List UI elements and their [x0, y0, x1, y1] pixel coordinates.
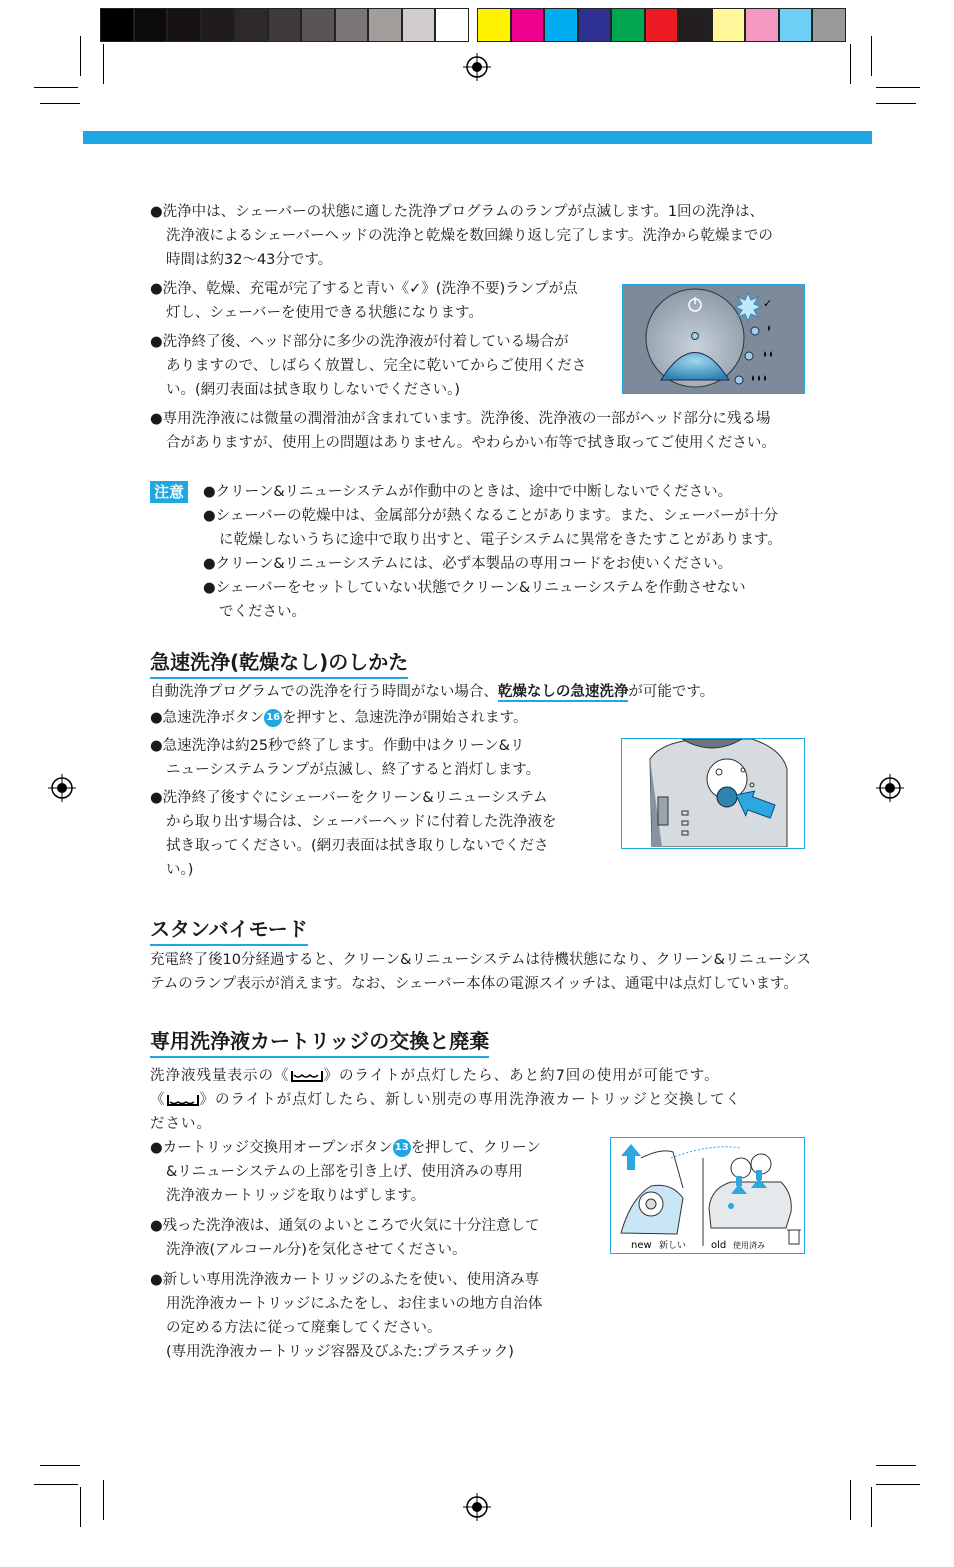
registration-mark-icon — [48, 774, 76, 802]
crop-mark — [850, 44, 851, 84]
crop-mark — [876, 1484, 920, 1485]
color-swatch — [134, 8, 167, 42]
color-swatch — [402, 8, 435, 42]
color-swatch — [779, 8, 812, 42]
cartridge-bullet-3: ●新しい専用洗浄液カートリッジのふたを使い、使用済み専 用洗浄液カートリッジにふたをし、お住まいの地方自治体 の定める方法に従って廃棄してください。 (専用洗浄液カートリッジ容器及びふた:プラスチック) — [150, 1272, 543, 1360]
button-number-badge: 16 — [264, 709, 282, 727]
crop-mark — [871, 36, 872, 76]
svg-text:old: old — [711, 1240, 727, 1251]
crop-mark — [103, 1480, 104, 1520]
crop-mark — [34, 1484, 78, 1485]
cartridge-lead: 洗浄液残量表示の《 》のライトが点灯したら、あと約7回の使用が可能です。 《 》のライトが点灯したら、新しい別売の専用洗浄液カートリッジと交換してく ださい。 — [150, 1068, 741, 1132]
registration-mark-icon — [463, 53, 491, 81]
svg-text:新しい: 新しい — [659, 1241, 687, 1251]
color-swatch — [812, 8, 846, 42]
quick-bullet-3: ●洗浄終了後すぐにシェーバーをクリーン&リニューシステム から取り出す場合は、シェーバーヘッドに付着した洗浄液を 拭き取ってください。(網刃表面は拭き取りしないでくださ い。) — [150, 790, 557, 878]
crop-mark — [103, 44, 104, 84]
quick-bullet-2: ●急速洗浄は約25秒で終了します。作動中はクリーン&リ ニューシステムランプが点滅し、終了すると消灯します。 — [150, 738, 541, 778]
color-swatch — [301, 8, 335, 42]
registration-mark-icon — [876, 774, 904, 802]
button-number-badge: 13 — [393, 1139, 411, 1157]
caution-label: 注意 — [150, 481, 188, 503]
section-heading-quick-wash: 急速洗浄(乾燥なし)のしかた — [150, 648, 408, 679]
cartridge-bullet-1: ●カートリッジ交換用オープンボタン 13 を押して、クリーン &リニューシステムの上部を引き上げ、使用済みの専用 洗浄液カートリッジを取りはずします。 — [150, 1140, 541, 1204]
color-swatch — [578, 8, 611, 42]
sparkle-lamp-icon — [735, 293, 761, 321]
color-swatch — [234, 8, 268, 42]
color-swatch — [469, 8, 477, 42]
crop-mark — [876, 87, 920, 88]
color-swatch — [745, 8, 779, 42]
cartridge-icon — [290, 1069, 324, 1083]
crop-mark — [871, 1487, 872, 1527]
intro-bullet-2: ●洗浄、乾燥、充電が完了すると青い《✓》(洗浄不要)ランプが点 灯し、シェーバーを使用できる状態になります。 — [150, 281, 578, 321]
cartridge-figure — [610, 1137, 805, 1254]
svg-text:使用済み: 使用済み — [733, 1241, 765, 1250]
color-swatch — [611, 8, 645, 42]
color-calibration-bar — [100, 8, 854, 42]
color-swatch — [268, 8, 301, 42]
color-swatch — [645, 8, 678, 42]
color-swatch — [477, 8, 511, 42]
quick-lead: 自動洗浄プログラムでの洗浄を行う時間がない場合、乾燥なしの急速洗浄が可能です。 — [150, 684, 715, 700]
crop-mark — [850, 1480, 851, 1520]
color-swatch — [544, 8, 578, 42]
color-swatch — [435, 8, 469, 42]
crop-mark — [80, 36, 81, 76]
standby-text: 充電終了後10分経過すると、クリーン&リニューシステムは待機状態になり、クリーン&リニューシス テムのランプ表示が消えます。なお、シェーバー本体の電源スイッチは、通電中は点灯しています。 — [150, 952, 811, 992]
cartridge-icon — [166, 1093, 200, 1107]
crop-mark — [40, 1465, 80, 1466]
lamp-panel-figure — [622, 284, 805, 394]
caution-list: ●クリーン&リニューシステムが作動中のときは、途中で中断しないでください。 ●シェーバーの乾燥中は、金属部分が熱くなることがあります。また、シェーバーが十分 に乾燥しないうちに途中で取り出すと、電子システムに異常をきたすことがあります。 ●クリーン&リニューシステムには、必ず本製品の専用コードをお使いください。 ●シェーバーをセットしていない状態でクリーン&リニューシステムを作動させない でください。 — [203, 484, 782, 620]
droplet-icon — [752, 375, 766, 381]
cartridge-bullet-2: ●残った洗浄液は、通気のよいところで火気に十分注意して 洗浄液(アルコール分)を気化させてください。 — [150, 1218, 540, 1258]
trash-bin-icon — [787, 1230, 801, 1244]
color-swatch — [167, 8, 201, 42]
intro-bullet-3: ●洗浄終了後、ヘッド部分に多少の洗浄液が付着している場合が ありますので、しばらく放置し、完全に乾いてからご使用くださ い。(網刃表面は拭き取りしないでください。) — [150, 334, 587, 398]
crop-mark — [876, 1465, 916, 1466]
color-swatch — [712, 8, 745, 42]
quick-wash-figure — [621, 738, 805, 849]
crop-mark — [40, 103, 80, 104]
color-swatch — [368, 8, 402, 42]
quick-bullet-1: ●急速洗浄ボタン 16 を押すと、急速洗浄が開始されます。 — [150, 710, 528, 726]
svg-text:new: new — [631, 1240, 652, 1251]
svg-text:✓: ✓ — [763, 297, 773, 310]
crop-mark — [34, 87, 78, 88]
color-swatch — [678, 8, 712, 42]
section-heading-standby: スタンバイモード — [150, 915, 308, 946]
header-band — [83, 131, 872, 144]
crop-mark — [876, 103, 916, 104]
crop-mark — [80, 1487, 81, 1527]
intro-bullet-4: ●専用洗浄液には微量の潤滑油が含まれています。洗浄後、洗浄液の一部がヘッド部分に残る場 合がありますが、使用上の問題はありません。やわらかい布等で拭き取ってご使用ください。 — [150, 411, 776, 451]
color-swatch — [201, 8, 234, 42]
intro-bullet-1: ●洗浄中は、シェーバーの状態に適した洗浄プログラムのランプが点滅します。1回の洗浄は、 洗浄液によるシェーバーヘッドの洗浄と乾燥を数回繰り返し完了します。洗浄から乾燥までの 時間は約32〜43分です。 — [150, 204, 773, 268]
droplet-icon — [768, 325, 770, 331]
registration-mark-icon — [463, 1493, 491, 1521]
arrow-icon — [621, 1144, 641, 1170]
section-heading-cartridge: 専用洗浄液カートリッジの交換と廃棄 — [150, 1027, 489, 1058]
color-swatch — [511, 8, 544, 42]
color-swatch — [335, 8, 368, 42]
droplet-icon — [764, 351, 772, 357]
color-swatch — [100, 8, 134, 42]
